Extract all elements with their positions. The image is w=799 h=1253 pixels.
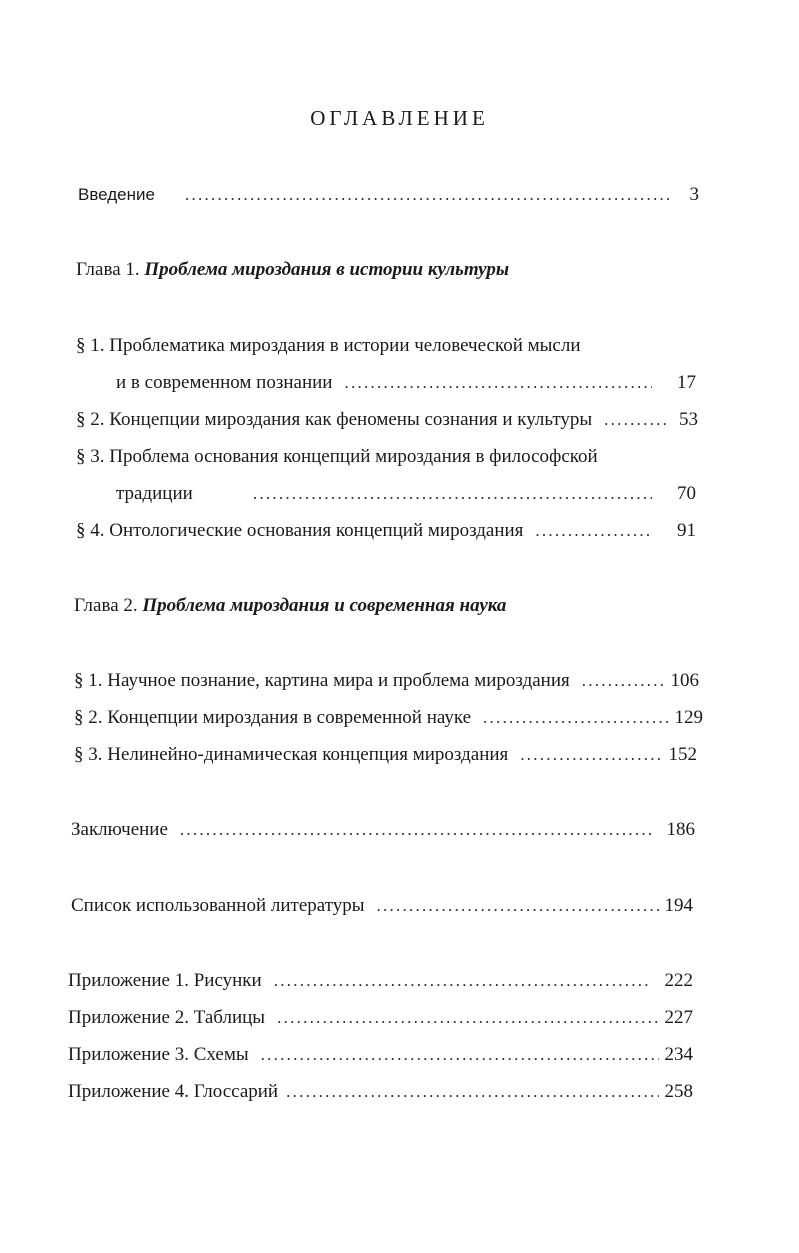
entry-label: традиции	[116, 483, 193, 504]
entry-label: § 2. Концепции мироздания как феномены сознания и культуры	[76, 409, 593, 430]
dot-leader	[604, 408, 668, 432]
dot-leader	[520, 743, 662, 767]
toc-entry-ch1-s3[interactable]	[116, 482, 696, 506]
dot-leader	[582, 669, 665, 693]
toc-entry-ch2-s1[interactable]	[74, 669, 699, 693]
entry-page: 234	[664, 1044, 693, 1065]
dot-leader	[180, 818, 651, 842]
dot-leader	[274, 969, 649, 993]
entry-page: 194	[664, 895, 693, 916]
entry-page: 3	[689, 184, 699, 205]
chapter-prefix: Глава 1.	[76, 259, 140, 280]
entry-label: Приложение 1. Рисунки	[68, 970, 262, 991]
entry-page: 258	[664, 1081, 693, 1102]
toc-entry-appendix-4[interactable]	[68, 1080, 693, 1104]
dot-leader	[253, 482, 652, 506]
toc-entry-ch1-s1[interactable]	[116, 371, 696, 395]
toc-entry-ch1-s3-line1[interactable]: § 3. Проблема основания концепций мироздания в философской	[76, 446, 598, 467]
entry-label: Приложение 3. Схемы	[68, 1044, 249, 1065]
entry-page: 106	[670, 670, 699, 691]
entry-label: § 1. Научное познание, картина мира и проблема мироздания	[74, 670, 570, 691]
chapter-title: Проблема мироздания в истории культуры	[144, 259, 510, 280]
dot-leader	[535, 519, 652, 543]
dot-leader	[483, 706, 668, 730]
dot-leader	[344, 371, 652, 395]
entry-label: § 2. Концепции мироздания в современной науке	[74, 707, 472, 728]
toc-entry-ch2-s2[interactable]	[74, 706, 703, 730]
dot-leader	[286, 1080, 658, 1104]
toc-entry-ch1-s2[interactable]	[76, 408, 698, 432]
entry-label: Список использованной литературы	[71, 895, 365, 916]
toc-entry-appendix-1[interactable]	[68, 969, 693, 993]
entry-label: Заключение	[71, 819, 168, 840]
entry-page: 91	[677, 520, 696, 541]
chapter-title: Проблема мироздания и современная наука	[142, 595, 507, 616]
toc-entry-ch2-s3[interactable]	[74, 743, 697, 767]
page-title: ОГЛАВЛЕНИЕ	[310, 106, 489, 130]
toc-entry-intro[interactable]	[78, 183, 699, 207]
toc-entry-conclusion[interactable]	[71, 818, 695, 842]
toc-entry-ch1-s1-line1[interactable]: § 1. Проблематика мироздания в истории человеческой мысли	[76, 335, 581, 356]
entry-label: § 3. Нелинейно-динамическая концепция мироздания	[74, 744, 509, 765]
entry-label: Приложение 4. Глоссарий	[68, 1081, 279, 1102]
toc-entry-references[interactable]	[71, 894, 693, 918]
toc-entry-appendix-2[interactable]	[68, 1006, 693, 1030]
chapter-prefix: Глава 2.	[74, 595, 138, 616]
entry-page: 129	[674, 707, 703, 728]
entry-page: 17	[677, 372, 696, 393]
chapter-2-heading[interactable]	[74, 594, 506, 618]
entry-page: 227	[664, 1007, 693, 1028]
entry-page: 152	[668, 744, 697, 765]
chapter-1-heading[interactable]	[76, 258, 509, 282]
dot-leader	[261, 1043, 659, 1067]
entry-label: Приложение 2. Таблицы	[68, 1007, 266, 1028]
toc-entry-ch1-s4[interactable]	[76, 519, 696, 543]
entry-label: § 4. Онтологические основания концепций мироздания	[76, 520, 524, 541]
entry-page: 222	[664, 970, 693, 991]
dot-leader	[277, 1006, 658, 1030]
entry-page: 53	[679, 409, 698, 430]
entry-label: и в современном познании	[116, 372, 333, 393]
entry-label: Введение	[78, 185, 155, 204]
toc-entry-appendix-3[interactable]	[68, 1043, 693, 1067]
entry-page: 70	[677, 483, 696, 504]
dot-leader	[185, 183, 669, 207]
entry-page: 186	[666, 819, 695, 840]
dot-leader	[377, 894, 659, 918]
